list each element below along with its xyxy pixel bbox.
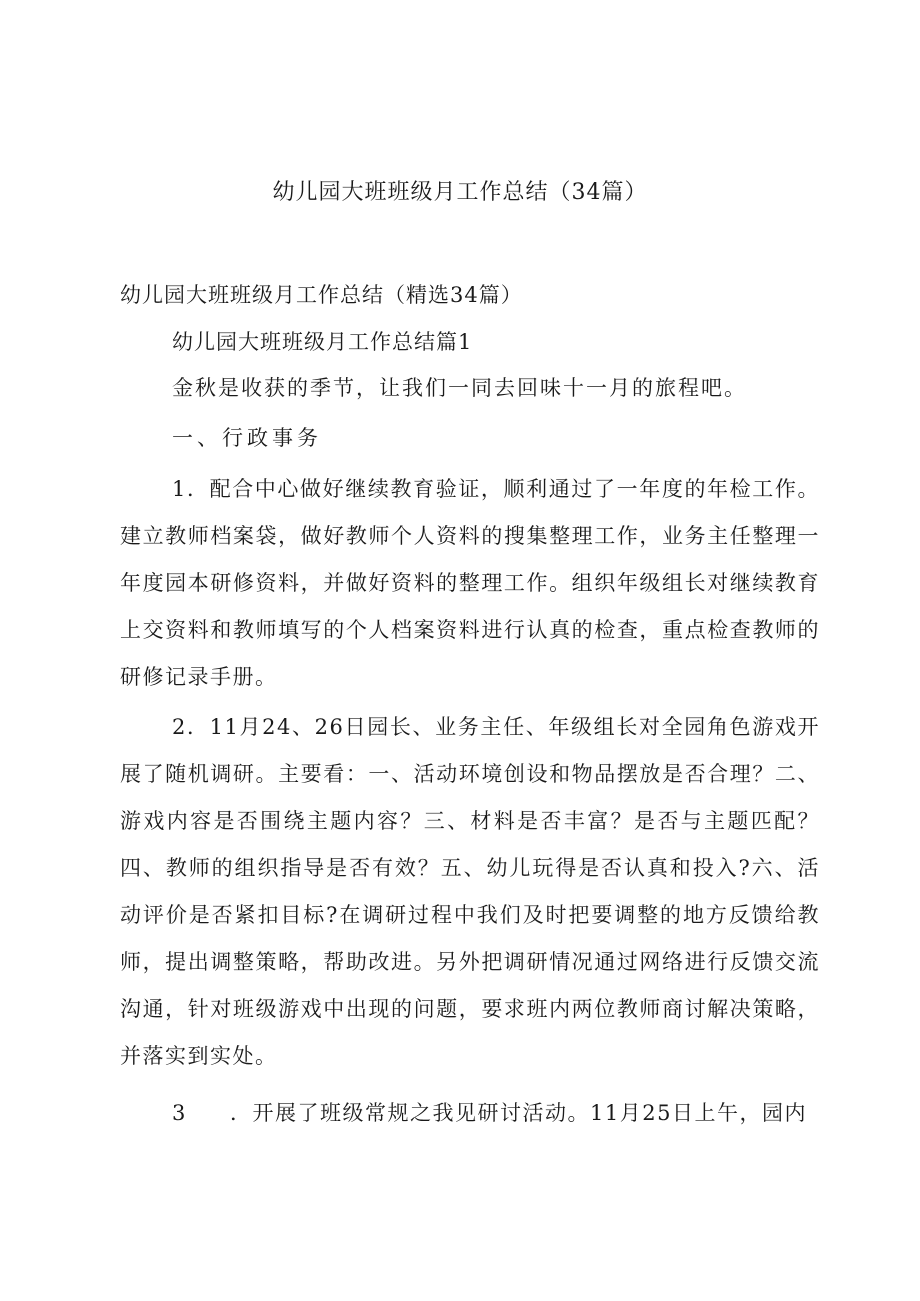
paragraph-1: 1．配合中心做好继续教育验证，顺利通过了一年度的年检工作。建立教师档案袋，做好教师个人资料的搜集整理工作，业务主任整理一年度园本研修资料，并做好资料的整理工作。组织年级组长对继续教育上交资料和教师填写的个人档案资料进行认真的检查，重点检查教师的研修记录手册。 [120, 477, 820, 689]
paragraph-2: 2．11月24、26日园长、业务主任、年级组长对全园角色游戏开展了随机调研。主要看：一、活动环境创设和物品摆放是否合理？二、游戏内容是否围绕主题内容？三、材料是否丰富？是否与主题匹配？四、教师的组织指导是否有效？五、幼儿玩得是否认真和投入?六、活动评价是否紧扣目标?在调研过程中我们及时把要调整的地方反馈给教师，提出调整策略，帮助改进。另外把调研情况通过网络进行反馈交流沟通，针对班级游戏中出现的问题，要求班内两位教师商讨解决策略，并落实到实处。 [120, 715, 820, 1068]
paragraph-3-text: ．开展了班级常规之我见研讨活动。11月25日上午，园内 [230, 1101, 807, 1125]
chapter-heading: 幼儿园大班班级月工作总结篇1 [172, 330, 473, 354]
paragraph-3 [172, 1098, 807, 1128]
paragraph-3-number: 3 [172, 1101, 187, 1125]
document-title: 幼儿园大班班级月工作总结（34篇） [272, 180, 648, 205]
intro-sentence: 金秋是收获的季节，让我们一同去回味十一月的旅程吧。 [172, 376, 747, 400]
document-subtitle: 幼儿园大班班级月工作总结（精选34篇） [120, 283, 523, 307]
section-heading: 一、行政事务 [172, 426, 322, 450]
